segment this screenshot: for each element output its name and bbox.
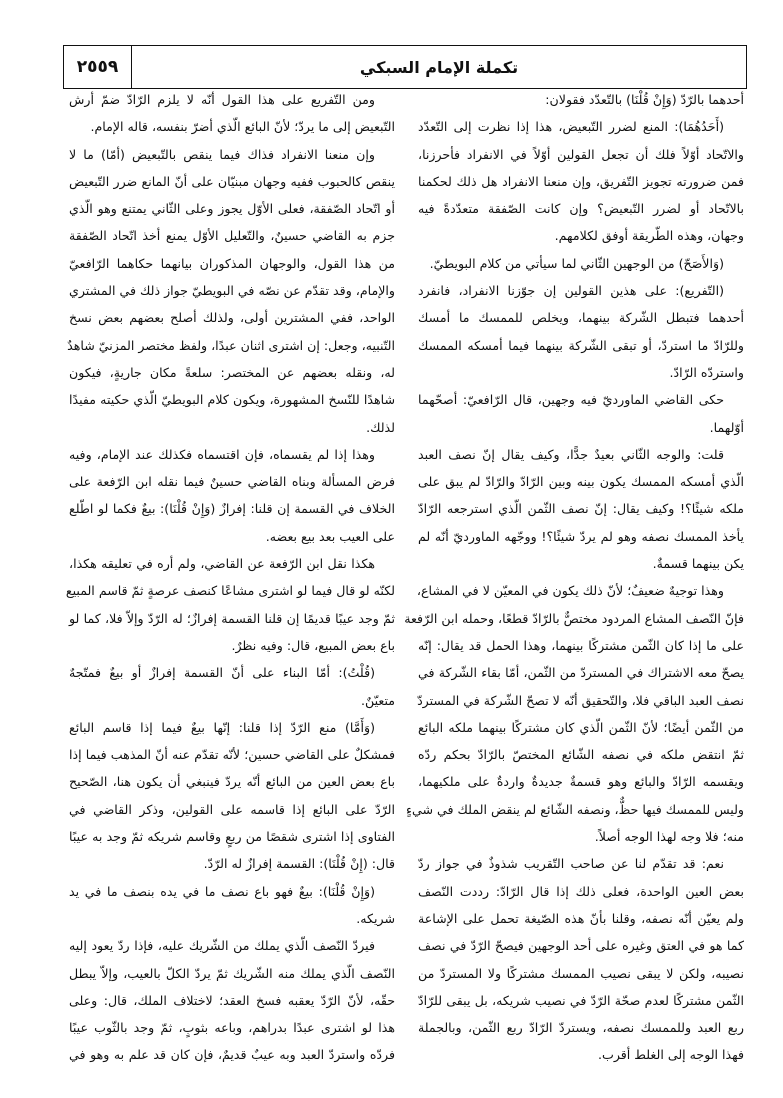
paragraph <box>404 577 744 850</box>
text-line: بعض العين الواحدة، فعلى ذلك إذا قال الرّادّ: رددت النّصف <box>418 883 744 899</box>
paragraph <box>418 441 744 577</box>
text-line: والإمام، وقد تقدّم عن نصّه في البويطيّ جواز ذلك في المشتري <box>69 283 395 299</box>
text-line: قلت: والوجه الثّاني بعيدٌ جدًّا، وكيف يقال إنّ نصف العبد <box>418 446 724 462</box>
text-line: متعيّنٌ. <box>360 692 395 708</box>
text-line: فرض المسألة وبناه القاضي حسينٌ فيما نقله ابن الرّفعة على <box>69 474 395 490</box>
page-header <box>63 45 747 89</box>
text-line: (أَحَدُهُمَا): المنع لضرر التّبعيض، هذا إذا نظرت إلى التّعدّد <box>418 119 724 135</box>
text-line: شريكه. <box>356 910 395 926</box>
text-line: (وَالأَصَحّ) من الوجهين الثّاني لما سيأتي من كلام البويطيّ. <box>429 255 724 271</box>
text-line: وجهان، وهذه الطّريقة أوفق لكلامهم. <box>554 228 744 244</box>
text-line: حقّه، لأنّ الرّدّ يعقبه فسخ العقد؛ لاختلاف الملك، قال: وعلى <box>69 992 395 1008</box>
paragraph <box>69 878 395 933</box>
paragraph <box>69 441 395 550</box>
text-line: ثمّ وجد عيبًا قديمًا إن قلنا القسمة إفرازٌ؛ له الرّدّ وإلاّ فلا، كما لو <box>69 610 395 626</box>
text-line: وإن منعنا الانفراد فذاك فيما ينقص بالتّبعيض (أمّا) ما لا <box>69 146 375 162</box>
text-line: منه؛ فلا وجه لهذا الوجه أصلاً. <box>594 829 744 845</box>
text-line: وليس للممسك فيها حظٌّ، ونصفه الشّائع لم ينقض الملك في شيءٍ <box>406 801 744 817</box>
paragraph <box>69 932 395 1068</box>
paragraph <box>69 141 395 441</box>
paragraph <box>69 714 395 878</box>
text-line: حكى القاضي الماورديّ فيه وجهين، قال الرّافعيّ: أصحّهما <box>418 392 724 408</box>
text-line: لذلك. <box>366 419 395 435</box>
text-line: يأخذ الممسك نصفه وهو لم يردّ شيئًا؟! ووجّهه الماورديّ أنّه لم <box>418 528 744 544</box>
text-line: (التّفريع): على هذين القولين إن جوّزنا الانفراد، فانفرد <box>418 283 724 299</box>
text-line: بالاتّحاد أو لضرر التّبعيض؟ وإن كانت الصّفقة متعدّدةً فيه <box>418 201 744 217</box>
text-line: وهذا إذا لم يقسماه، فإن اقتسماه فكذلك عند الإمام، وفيه <box>69 446 375 462</box>
text-line: باع بعض المبيع، قال: وفيه نظرٌ. <box>231 637 395 653</box>
left-text-column <box>65 86 395 1069</box>
text-line: وهذا توجيهٌ ضعيفٌ؛ لأنّ ذلك يكون في المعيّن لا في المشاع، <box>416 583 724 599</box>
text-line: فإنّ النّصف المشاع المردود مختصٌّ بالرّادّ قطعًا، وحمله ابن الرّفعة <box>404 610 744 626</box>
running-title: تكملة الإمام السبكي <box>359 57 519 77</box>
text-line: هذا لو اشترى عبدًا بدراهم، وباعه بثوبٍ، ثمّ وجد بالثّوب عيبًا <box>69 1020 395 1036</box>
text-line: له، ونقله بعضهم عن المختصر: سلعةً مكان جاريةٍ، فيكون <box>69 364 395 380</box>
text-line: أحدهما فتبطل الشّركة بينهما، ويخلص للممسك ما أمسك <box>418 310 744 326</box>
text-line: الخلاف في القسمة إن قلنا: إفرازٌ (وَإِنْ قُلْنَا): بيعٌ فكما لو اطّلع <box>69 501 395 517</box>
text-line: الّذي أمسكه الممسك يكون بينه وبين الرّادّ والرّادّ لم يبق على <box>418 474 744 490</box>
text-line: أحدهما بالرّدّ (وَإِنْ قُلْنَا) بالتّعدّد فقولان: <box>545 92 744 107</box>
text-line: ولم يعيّن أنّه نصفه، وقلنا بأنّ هذه الصّيغة تحمل على الإشاعة <box>418 910 744 926</box>
text-line: يصحّ معه الاشتراك في المستردّ من الثّمن، أمّا بقاء الشّركة في <box>418 665 744 681</box>
text-line: من هذا القول، والوجهان المذكوران بيانهما حكاهما الرّافعيّ <box>69 255 395 271</box>
paragraph <box>418 113 744 249</box>
paragraph <box>418 386 744 441</box>
text-line: على ما إذا كان الثّمن مشتركًا بينهما، وهذا الحمل قد يقال: إنّه <box>418 637 744 653</box>
text-line: فمن ضرورته تجويز التّفريق، وإن منعنا الانفراد هل ذلك لحكمنا <box>418 173 744 189</box>
text-line: (قُلْتُ): أمّا البناء على أنّ القسمة إفرازٌ أو بيعٌ فمتّجهٌ <box>69 665 375 681</box>
text-line: فيردّ النّصف الّذي يملك من الشّريك عليه، فإذا ردّ يعود إليه <box>69 938 375 954</box>
paragraph <box>69 659 395 714</box>
text-line: التّبعيض إلى ما يردّ؛ لأنّ البائع الّذي أضرّ بنفسه، قاله الإمام. <box>90 119 395 135</box>
text-line: وللرّادّ ما استردّ، أو تبقى الشّركة بينهما فيما أمسكه الممسك <box>418 337 744 353</box>
paragraph <box>418 850 744 1068</box>
page-number: ٢٥٥٩ <box>64 46 132 88</box>
text-line: ربع العبد وللممسك نصفه، ويستردّ الرّادّ ربع الثّمن، وبالجملة <box>418 1020 744 1036</box>
text-line: نصف العبد الباقي فلا، والتّحقيق أنّه لا تصحّ الشّركة في المستردّ <box>417 692 744 708</box>
text-line: ثمّ انتقض ملكه في نصفه الشّائع المختصّ بالرّادّ بحكم ردّه <box>418 747 744 763</box>
text-line: (وَأَمَّا) منع الرّدّ إذا قلنا: إنّها بيعٌ فيما إذا قاسم البائع <box>69 719 375 735</box>
text-line: أوّلهما. <box>709 419 744 435</box>
text-line: نعم: قد تقدّم لنا عن صاحب التّقريب شذوذٌ في جواز ردّ <box>418 856 724 872</box>
text-line: يكن بينهما قسمةٌ. <box>652 556 744 572</box>
text-line: جزم به القاضي حسينٌ، والتّعليل الأوّل يمنع أخذ اتّحاد الصّفقة <box>69 228 395 244</box>
text-line: هكذا نقل ابن الرّفعة عن القاضي، ولم أره في تعليقه هكذا، <box>69 556 375 572</box>
text-line: (وَإِنْ قُلْنَا): بيعٌ فهو باع نصف ما في يده بنصف ما في يد <box>69 883 375 899</box>
text-line: ومن التّفريع على هذا القول أنّه لا يلزم الرّادّ ضمّ أرش <box>69 92 375 107</box>
text-line: الواحد، ففي المشترين أولى، ولذلك أصلح بعضهم بعض نسخ <box>69 310 395 326</box>
text-line: ينقص كالحبوب ففيه وجهان مبنيّان على أنّ المانع ضرر التّبعيض <box>69 173 395 189</box>
paragraph <box>418 86 744 113</box>
text-line: كما هو في العتق وغيره على أحد الوجهين فيصحّ الرّدّ في نصف <box>418 938 744 954</box>
text-line: باع بعض العين من البائع أنّه يردّ فينبغي أن يكون هنا، الصّحيح <box>69 774 395 790</box>
text-line: على العيب بعد بيع بعضه. <box>265 528 395 544</box>
paragraph <box>418 277 744 386</box>
text-line: الثّمن مشتركًا لعدم صحّة الرّدّ في نصيب شريكه، بل يبقى للرّادّ <box>418 992 744 1008</box>
text-line: والاتّحاد أوّلاً فلك أن تجعل القولين أوّلاً في الانفراد فأحرزنا، <box>418 146 744 162</box>
text-line: واستردّه الرّادّ. <box>669 364 744 380</box>
text-line: لكنّه لو قال فيما لو اشترى مشاعًا كنصف عرصةٍ ثمّ قاسم المبيع <box>65 583 395 599</box>
text-line: نصيبه، ولكن لا يبقى نصيب الممسك مشتركًا ولا المستردّ من <box>418 965 744 981</box>
paragraph <box>418 250 744 277</box>
text-line: من الثّمن أيضًا؛ لأنّ الثّمن الّذي كان مشتركًا بينهما ملكه البائع <box>418 719 744 735</box>
text-line: النّصف الّذي يملك منه الشّريك ثمّ يردّ الكلّ بالعيب، وإلاّ يبطل <box>69 965 395 981</box>
paragraph <box>65 550 395 659</box>
text-line: التّنبيه، وجعل: إن اشترى اثنان عبدًا، ولفظ مختصر المزنيّ شاهدٌ <box>67 337 395 353</box>
text-line: الفتاوى إذا اشترى شقصًا من ربعٍ وقاسم شريكه ثمّ وجد به عيبًا <box>69 829 395 845</box>
text-line: فردّه واستردّ العبد وبه عيبٌ قديمٌ، فإن كان قد علم به وهو في <box>69 1047 395 1063</box>
text-line: ويقسمه الرّادّ والبائع وهو قسمةٌ جديدةٌ واردةٌ على ملكيهما، <box>418 774 744 790</box>
text-line: شاهدًا للنّسخ المشهورة، ويكون كلام البويطيّ الّذي حكيته مفيدًا <box>69 392 395 408</box>
text-line: قال: (إِنْ قُلْنَا): القسمة إفرازٌ له الرّدّ. <box>203 856 395 872</box>
right-text-column <box>404 86 744 1069</box>
paragraph <box>69 86 395 141</box>
text-line: الرّدّ على البائع إذا قاسمه على القولين، وذكر القاضي في <box>69 801 395 817</box>
text-line: أو اتّحاد الصّفقة، فعلى الأوّل يجوز وعلى الثّاني يمتنع وهو الّذي <box>69 201 395 217</box>
text-line: فمشكلٌ على القاضي حسين؛ لأنّه تقدّم عنه أنّ المذهب فيما إذا <box>69 747 395 763</box>
text-line: ملكه شيئًا؟! وكيف يقال: إنّ نصف الثّمن الّذي استرجعه الرّادّ <box>418 501 744 517</box>
text-line: فهذا الوجه إلى الغلط أقرب. <box>597 1047 744 1063</box>
